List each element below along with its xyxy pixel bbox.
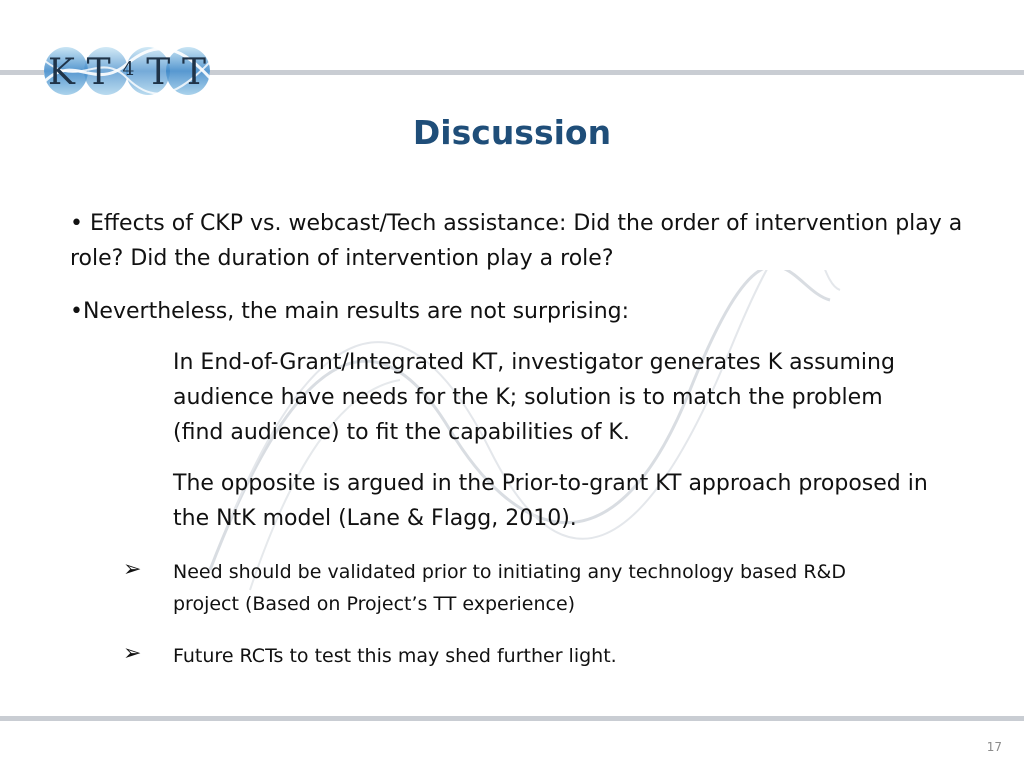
arrow-bullet-icon: ➢	[123, 641, 142, 666]
slide-title: Discussion	[412, 113, 612, 152]
indented-paragraph: In End-of-Grant/Integrated KT, investigator generates K assuming audience have needs for the K; solution is to match the problem (find audience) to fit the capabilities of K.	[173, 350, 895, 445]
page-number: 17	[986, 740, 1002, 754]
logo-letter: 4	[122, 58, 135, 80]
kt4tt-logo	[44, 42, 210, 100]
arrow-bullet-text: Future RCTs to test this may shed further light.	[173, 645, 617, 667]
arrow-bullet-item	[123, 640, 913, 672]
logo-letter: K	[48, 51, 75, 93]
arrow-bullet-text: Need should be validated prior to initiating any technology based R&D project (Based on Project’s TT experience)	[173, 561, 846, 615]
indented-paragraph: The opposite is argued in the Prior-to-grant KT approach proposed in the NtK model (Lane & Flagg, 2010).	[173, 471, 928, 531]
logo-letter: T	[146, 51, 171, 93]
bullet-paragraph: •Nevertheless, the main results are not surprising:	[70, 299, 630, 324]
slide-body	[70, 206, 990, 672]
footer-rule	[0, 716, 1024, 721]
logo-letter: T	[86, 51, 111, 93]
bullet-paragraph: • Effects of CKP vs. webcast/Tech assistance: Did the order of intervention play a role? Did the duration of intervention play a role?	[70, 211, 963, 271]
logo-lettering	[44, 46, 210, 98]
logo-letter: T	[181, 51, 206, 93]
arrow-bullet-icon: ➢	[123, 557, 142, 582]
arrow-bullet-item	[123, 556, 913, 620]
